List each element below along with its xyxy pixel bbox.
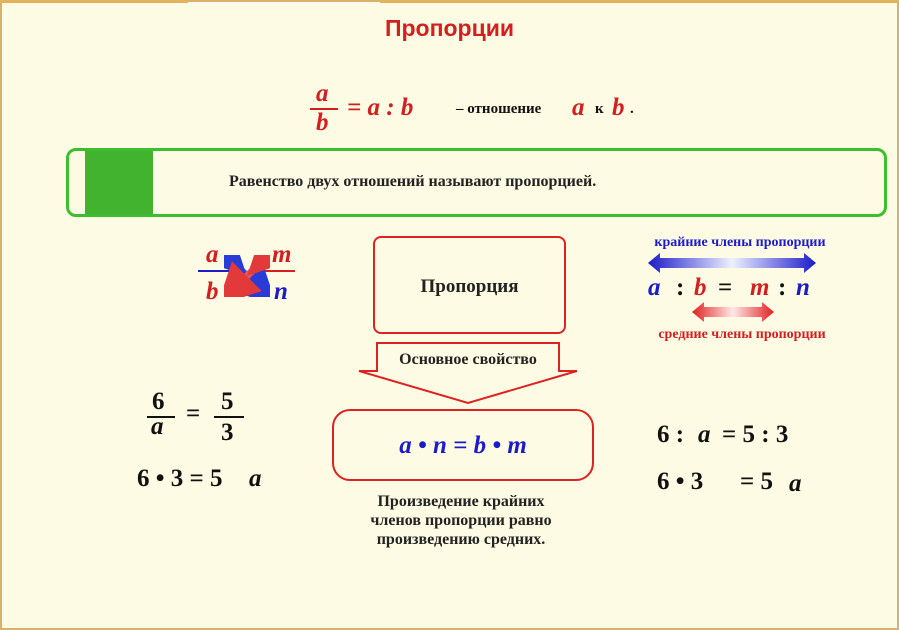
example-left-num1: 6 — [152, 388, 165, 415]
proportion-box — [373, 236, 566, 334]
example-left-num2: 5 — [221, 388, 234, 415]
cross-m: m — [272, 241, 292, 268]
definition-text: Равенство двух отношений называют пропорцией. — [229, 173, 597, 190]
ratio-colon-form: = a : b — [347, 94, 414, 121]
example-right-result: = 5 — [740, 468, 773, 495]
main-property-label: Основное свойство — [399, 351, 537, 368]
property-line-1: Произведение крайних — [377, 493, 545, 510]
ratio-k: к — [595, 101, 604, 117]
cross-a: a — [206, 241, 219, 268]
formula-text: a • n = b • m — [399, 432, 527, 459]
example-right-var2: a — [789, 470, 802, 497]
ratio-numerator: a — [316, 80, 329, 107]
top-border-right — [380, 0, 899, 3]
outer-members-label: крайние члены пропорции — [654, 235, 826, 250]
cross-n: n — [274, 278, 288, 305]
property-line-3: произведению средних. — [376, 531, 546, 548]
example-right-var1: a — [698, 421, 711, 448]
member-m: m — [750, 274, 770, 301]
ratio-denominator: b — [316, 109, 329, 136]
ratio-b: b — [612, 94, 625, 121]
ratio-a: a — [572, 94, 585, 121]
inner-members-arrow — [690, 300, 776, 324]
inner-members-label: средние члены пропорции — [658, 327, 826, 342]
ratio-dot: . — [630, 101, 634, 117]
definition-box — [66, 148, 887, 217]
property-line-2: членов пропорции равно — [370, 512, 552, 529]
page-title: Пропорции — [384, 15, 515, 41]
cross-arrows-icon — [224, 255, 270, 297]
example-right-part1: 6 : — [657, 421, 685, 448]
outer-members-arrow — [646, 251, 818, 275]
definition-green-marker — [85, 151, 153, 214]
member-equals: = — [718, 274, 733, 301]
example-left-product: 6 • 3 = 5 — [137, 465, 223, 492]
example-left-var: a — [249, 465, 262, 492]
example-right-product: 6 • 3 — [657, 468, 704, 495]
example-left-equals: = — [186, 400, 201, 427]
member-n: n — [796, 274, 810, 301]
example-left-den1: a — [151, 413, 164, 440]
member-colon-1: : — [676, 274, 685, 301]
formula-box — [332, 409, 594, 481]
example-left-line2 — [214, 416, 244, 418]
proportion-box-label: Пропорция — [420, 276, 519, 297]
example-right-part2: = 5 : 3 — [722, 421, 789, 448]
example-left-den2: 3 — [221, 419, 234, 446]
cross-b: b — [206, 278, 219, 305]
ratio-description: – отношение — [456, 101, 542, 117]
member-b: b — [694, 274, 707, 301]
member-colon-2: : — [778, 274, 787, 301]
member-a: a — [648, 274, 661, 301]
property-description — [332, 492, 590, 549]
top-border-left — [0, 0, 188, 3]
